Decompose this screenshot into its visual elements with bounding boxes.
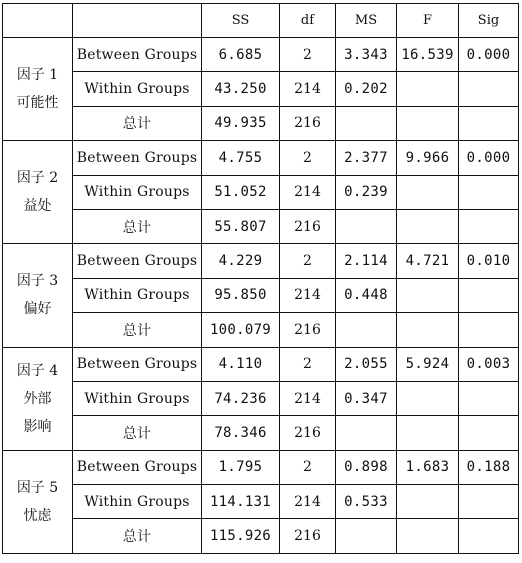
f-cell [397, 209, 459, 243]
factor-label-line: 外部 [23, 390, 52, 407]
factor-3-label [3, 244, 73, 347]
f-cell [397, 278, 459, 312]
header-source [73, 4, 202, 38]
sig-cell [459, 381, 519, 415]
factor-label-line: 偏好 [23, 301, 52, 318]
source-cell: 总计 [73, 209, 202, 243]
table-row [3, 416, 519, 450]
factor-label-line: 因子 4 [16, 362, 59, 379]
header-ss: SS [202, 4, 280, 38]
df-cell: 214 [280, 485, 336, 519]
sig-cell [459, 106, 519, 140]
sig-cell: 0.000 [459, 38, 519, 72]
table-row [3, 141, 519, 175]
header-group [3, 4, 73, 38]
ss-cell: 1.795 [202, 450, 280, 484]
source-cell: 总计 [73, 313, 202, 347]
header-row [3, 4, 519, 38]
source-cell: Within Groups [73, 175, 202, 209]
df-cell: 216 [280, 416, 336, 450]
ms-cell: 0.239 [336, 175, 397, 209]
ss-cell: 100.079 [202, 313, 280, 347]
ms-cell: 0.533 [336, 485, 397, 519]
table-row [3, 72, 519, 106]
ms-cell: 3.343 [336, 38, 397, 72]
ms-cell: 0.202 [336, 72, 397, 106]
df-cell: 214 [280, 175, 336, 209]
factor-2-label [3, 141, 73, 244]
sig-cell: 0.003 [459, 347, 519, 381]
source-cell: Between Groups [73, 450, 202, 484]
f-cell [397, 313, 459, 347]
factor-label-line: 可能性 [16, 95, 59, 112]
ms-cell [336, 416, 397, 450]
source-cell: 总计 [73, 519, 202, 553]
sig-cell [459, 175, 519, 209]
df-cell: 216 [280, 209, 336, 243]
sig-cell [459, 485, 519, 519]
ms-cell: 0.347 [336, 381, 397, 415]
f-cell [397, 485, 459, 519]
df-cell: 2 [280, 38, 336, 72]
header-f: F [397, 4, 459, 38]
table-row [3, 485, 519, 519]
source-cell: Between Groups [73, 38, 202, 72]
ss-cell: 55.807 [202, 209, 280, 243]
f-cell [397, 106, 459, 140]
table-row [3, 106, 519, 140]
anova-table [2, 3, 519, 554]
source-cell: Between Groups [73, 244, 202, 278]
source-cell: Within Groups [73, 278, 202, 312]
factor-label-line: 因子 3 [16, 273, 59, 290]
table-row [3, 175, 519, 209]
df-cell: 216 [280, 313, 336, 347]
df-cell: 214 [280, 278, 336, 312]
ms-cell: 0.898 [336, 450, 397, 484]
f-cell [397, 72, 459, 106]
header-sig: Sig [459, 4, 519, 38]
df-cell: 216 [280, 106, 336, 140]
f-cell: 5.924 [397, 347, 459, 381]
ms-cell: 2.055 [336, 347, 397, 381]
ms-cell [336, 313, 397, 347]
table-row [3, 381, 519, 415]
f-cell: 16.539 [397, 38, 459, 72]
sig-cell: 0.000 [459, 141, 519, 175]
source-cell: Within Groups [73, 485, 202, 519]
f-cell [397, 416, 459, 450]
f-cell [397, 175, 459, 209]
df-cell: 214 [280, 381, 336, 415]
source-cell: Within Groups [73, 72, 202, 106]
ss-cell: 51.052 [202, 175, 280, 209]
ss-cell: 78.346 [202, 416, 280, 450]
ms-cell [336, 209, 397, 243]
table-row [3, 38, 519, 72]
df-cell: 2 [280, 141, 336, 175]
f-cell: 9.966 [397, 141, 459, 175]
sig-cell: 0.010 [459, 244, 519, 278]
ss-cell: 114.131 [202, 485, 280, 519]
ss-cell: 4.229 [202, 244, 280, 278]
df-cell: 2 [280, 244, 336, 278]
sig-cell [459, 72, 519, 106]
source-cell: 总计 [73, 416, 202, 450]
f-cell: 1.683 [397, 450, 459, 484]
header-ms: MS [336, 4, 397, 38]
table-row [3, 209, 519, 243]
factor-4-label [3, 347, 73, 450]
source-cell: Between Groups [73, 141, 202, 175]
df-cell: 214 [280, 72, 336, 106]
table-row [3, 519, 519, 553]
ss-cell: 49.935 [202, 106, 280, 140]
factor-label-line: 因子 2 [16, 170, 59, 187]
ms-cell [336, 106, 397, 140]
factor-label-line: 影响 [23, 418, 52, 435]
f-cell [397, 381, 459, 415]
source-cell: Within Groups [73, 381, 202, 415]
ss-cell: 6.685 [202, 38, 280, 72]
table-row [3, 278, 519, 312]
df-cell: 2 [280, 347, 336, 381]
source-cell: 总计 [73, 106, 202, 140]
sig-cell [459, 278, 519, 312]
ss-cell: 4.755 [202, 141, 280, 175]
factor-label-line: 因子 1 [16, 67, 59, 84]
ss-cell: 115.926 [202, 519, 280, 553]
sig-cell [459, 416, 519, 450]
sig-cell: 0.188 [459, 450, 519, 484]
sig-cell [459, 519, 519, 553]
ss-cell: 43.250 [202, 72, 280, 106]
factor-label-line: 因子 5 [16, 479, 59, 496]
sig-cell [459, 313, 519, 347]
source-cell: Between Groups [73, 347, 202, 381]
ss-cell: 95.850 [202, 278, 280, 312]
table-row [3, 450, 519, 484]
sig-cell [459, 209, 519, 243]
factor-label-line: 忧虑 [23, 507, 52, 524]
factor-5-label [3, 450, 73, 553]
table-row [3, 313, 519, 347]
f-cell: 4.721 [397, 244, 459, 278]
ms-cell: 2.114 [336, 244, 397, 278]
factor-label-line: 益处 [23, 198, 52, 215]
df-cell: 2 [280, 450, 336, 484]
factor-1-label [3, 38, 73, 141]
f-cell [397, 519, 459, 553]
ms-cell [336, 519, 397, 553]
df-cell: 216 [280, 519, 336, 553]
ss-cell: 74.236 [202, 381, 280, 415]
table-row [3, 244, 519, 278]
ss-cell: 4.110 [202, 347, 280, 381]
table-row [3, 347, 519, 381]
ms-cell: 0.448 [336, 278, 397, 312]
ms-cell: 2.377 [336, 141, 397, 175]
header-df: df [280, 4, 336, 38]
